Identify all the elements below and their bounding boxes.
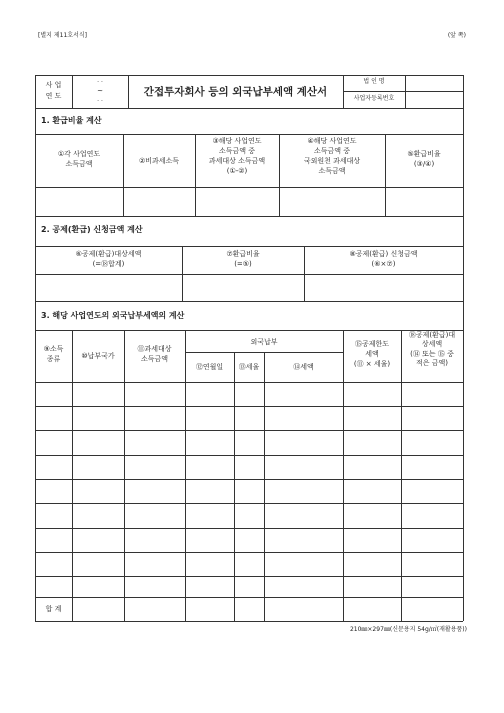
biz-reg-field[interactable] (406, 92, 462, 107)
year-tilde: ~ (97, 87, 103, 95)
s3-col-tax: ⑭세액 (293, 363, 314, 371)
s1-input-taxable[interactable] (196, 188, 278, 215)
s2-col-target-tax: ⑥공제(환급)대상세액 (=⑱합계) (75, 250, 142, 269)
s3-data-rows[interactable] (36, 383, 462, 596)
form-title: 간접투자회사 등의 외국납부세액 계산서 (143, 86, 328, 98)
s3-col-country: ⑩납부국가 (81, 352, 115, 360)
s3-col-foreign-paid: 외국납부 (250, 338, 278, 346)
s1-col-income: ①각 사업연도 소득금액 (57, 150, 101, 169)
s1-input-refund-ratio[interactable] (386, 188, 462, 215)
section3-heading: 3. 해당 사업연도의 외국납부세액의 계산 (41, 311, 185, 320)
biz-reg-label: 사업자등록번호 (353, 95, 395, 102)
s2-input-claim-amount[interactable] (305, 275, 462, 300)
s3-total-label: 합 계 (45, 605, 62, 613)
s3-total-row[interactable] (73, 598, 462, 620)
s3-col-target: ⑱공제(환급)대 상세액 (⑭ 또는 ⑮ 중 적은 금액) (408, 331, 456, 368)
s1-col-foreign-taxable: ④해당 사업연도 소득금액 중 국외원천 과세대상 소득금액 (303, 137, 361, 176)
s2-input-target-tax[interactable] (36, 275, 181, 300)
year-field[interactable] (73, 76, 127, 107)
year-label: 사 업 연 도 (45, 81, 62, 101)
s1-input-income[interactable] (36, 188, 122, 215)
s1-col-refund-ratio: ⑤환급비율 (③/④) (407, 150, 441, 169)
s2-col-refund-ratio: ⑦환급비율 (=⑤) (226, 250, 260, 269)
s3-col-limit: ⑮공제한도 세액 (⑪ × 세율) (353, 340, 391, 369)
s1-col-nontaxable: ②비과세소득 (138, 157, 180, 165)
section2-heading: 2. 공제(환급) 신청금액 계산 (41, 225, 143, 234)
s2-col-claim-amount: ⑧공제(환급) 신청금액 (⑥×⑦) (349, 250, 418, 269)
s2-input-refund-ratio[interactable] (183, 275, 303, 300)
s3-col-rate: ⑬세율 (238, 363, 260, 371)
s1-input-foreign-taxable[interactable] (280, 188, 384, 215)
corp-name-field[interactable] (406, 76, 462, 90)
s3-col-pay-date: ⑫연월일 (195, 363, 224, 371)
s1-col-taxable: ③해당 사업연도 소득금액 중 과세대상 소득금액 (①-②) (208, 137, 266, 176)
s1-input-nontaxable[interactable] (124, 188, 194, 215)
section1-heading: 1. 환급비율 계산 (41, 116, 102, 125)
form-number: [별지 제11호서식] (38, 32, 87, 39)
s3-col-taxable: ⑪과세대상 소득금액 (137, 345, 172, 364)
corp-name-label: 법 인 명 (363, 78, 385, 85)
side-label: (앞 쪽) (447, 32, 466, 39)
year-start-dots: . . (97, 77, 103, 84)
s3-col-income-type: ⑨소득 종류 (43, 345, 64, 364)
paper-spec: 210㎜×297㎜(신문용지 54g/㎡(재활용품)) (349, 626, 467, 633)
year-end-dots: . . (97, 96, 103, 103)
